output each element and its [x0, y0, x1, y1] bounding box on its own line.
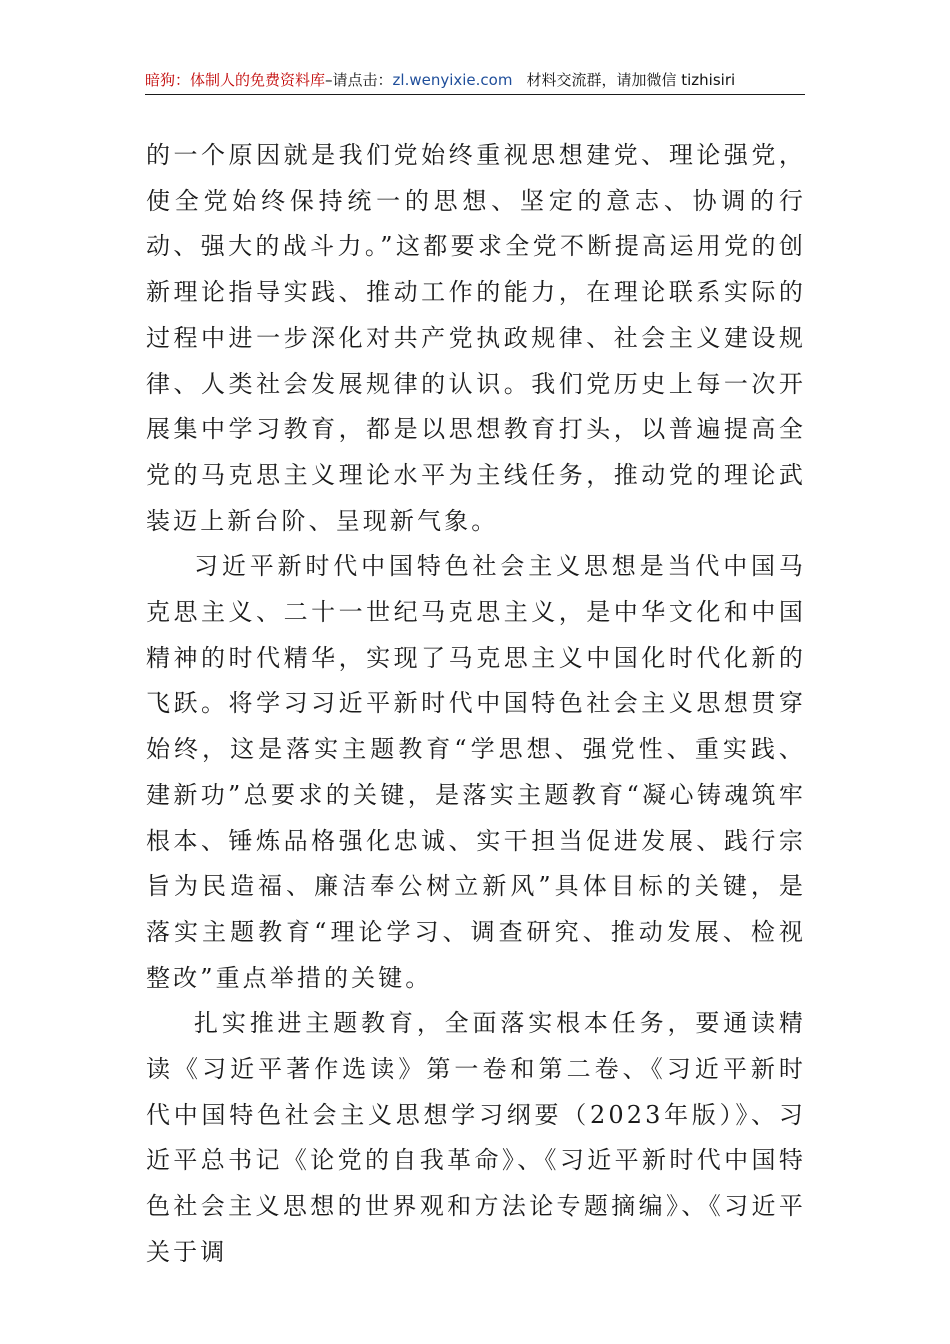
header-url-link[interactable]: zl.wenyixie.com [392, 71, 513, 89]
document-body [146, 133, 806, 1276]
header-brand: 暗狗：体制人的免费资料库 [145, 71, 326, 89]
paragraph: 扎实推进主题教育，全面落实根本任务，要通读精读《习近平著作选读》第一卷和第二卷、《习近平新时代中国特色社会主义思想学习纲要（2023年版）》、习近平总书记《论党的自我革命》、《习近平新时代中国特色社会主义思想的世界观和方法论专题摘编》、《习近平关于调 [146, 1009, 806, 1266]
paragraph: 习近平新时代中国特色社会主义思想是当代中国马克思主义、二十一世纪马克思主义，是中华文化和中国精神的时代精华，实现了马克思主义中国化时代化新的飞跃。将学习习近平新时代中国特色社会主义思想贯穿始终，这是落实主题教育“学思想、强党性、重实践、建新功”总要求的关键，是落实主题教育“凝心铸魂筑牢根本、锤炼品格强化忠诚、实干担当促进发展、践行宗旨为民造福、廉洁奉公树立新风”具体目标的关键，是落实主题教育“理论学习、调查研究、推动发展、检视整改”重点举措的关键。 [146, 552, 806, 992]
header-separator: –请点击： [325, 71, 393, 89]
page-header [145, 68, 805, 95]
header-contact: 材料交流群，请加微信 tizhisiri [526, 71, 736, 89]
paragraph-continued: 的一个原因就是我们党始终重视思想建党、理论强党，使全党始终保持统一的思想、坚定的意志、协调的行动、强大的战斗力。”这都要求全党不断提高运用党的创新理论指导实践、推动工作的能力，在理论联系实际的过程中进一步深化对共产党执政规律、社会主义建设规律、人类社会发展规律的认识。我们党历史上每一次开展集中学习教育，都是以思想教育打头，以普遍提高全党的马克思主义理论水平为主线任务，推动党的理论武装迈上新台阶、呈现新气象。 [146, 141, 806, 535]
